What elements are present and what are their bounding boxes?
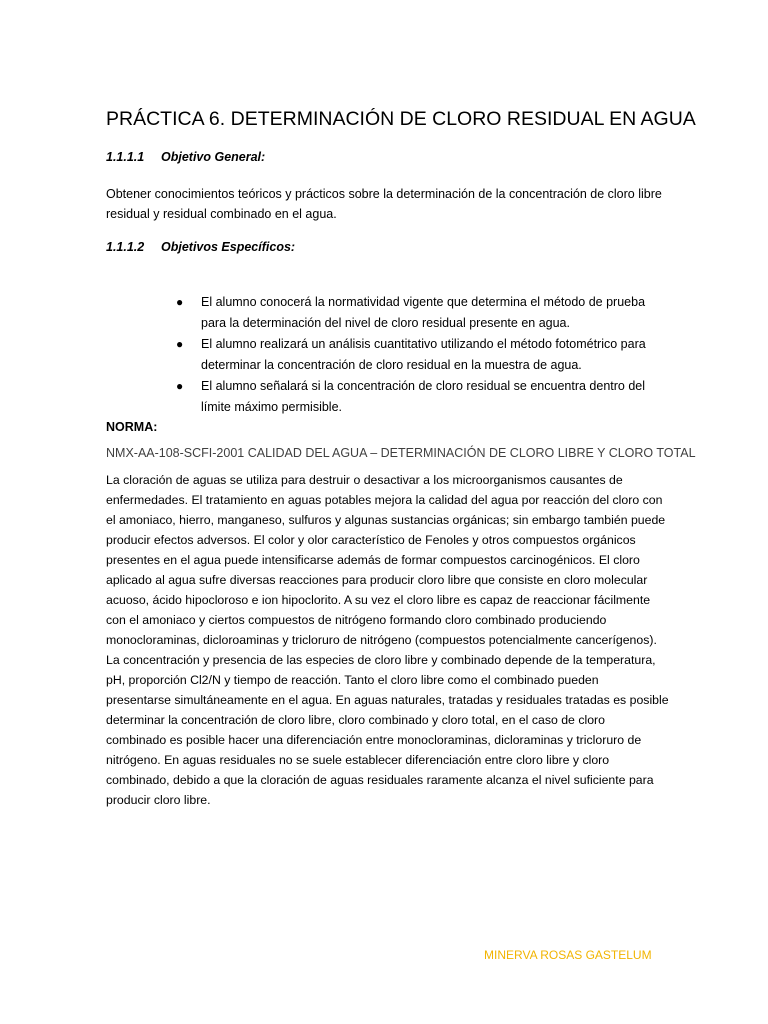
bullet-icon: ● (176, 337, 184, 351)
text-line: determinar la concentración de cloro residual en la muestra de agua. (201, 358, 582, 372)
text-line: monocloraminas, dicloroaminas y tricloruro de nitrógeno (compuestos potencialmente cancerígenos). (106, 633, 657, 647)
text-line: el amoniaco, hierro, manganeso, sulfuros y algunas sustancias orgánicas; sin embargo también puede (106, 513, 666, 527)
text-line: presentes en el agua puede intensificarse además de formar compuestos carcinogénicos. El cloro (106, 553, 640, 567)
text-line: pH, proporción Cl2/N y tiempo de reacción. Tanto el cloro libre como el combinado pueden (106, 673, 599, 687)
list-item (176, 334, 656, 376)
list-item (176, 292, 656, 334)
section-label: Objetivos Específicos: (161, 240, 296, 254)
text-line: límite máximo permisible. (201, 400, 343, 414)
page-title: PRÁCTICA 6. DETERMINACIÓN DE CLORO RESIDUAL EN AGUA (106, 108, 696, 130)
text-line: combinado, debido a que la cloración de aguas residuales raramente alcanza el nivel suficiente para (106, 773, 654, 787)
specific-objectives-list (176, 292, 656, 418)
text-line: La cloración de aguas se utiliza para destruir o desactivar a los microorganismos causantes de (106, 473, 623, 487)
text-line: El alumno realizará un análisis cuantitativo utilizando el método fotométrico para (201, 337, 646, 351)
text-line: producir efectos adversos. El color y olor característico de Fenoles y otros compuestos orgánicos (106, 533, 636, 547)
text-line: residual y residual combinado en el agua. (106, 207, 337, 221)
text-line: aplicado al agua sufre diversas reacciones para producir cloro libre que consiste en cloro molecular (106, 573, 648, 587)
footer-author: MINERVA ROSAS GASTELUM (484, 948, 652, 962)
section-number: 1.1.1.2 (106, 240, 145, 254)
list-item (176, 376, 656, 418)
general-objective-heading (106, 150, 265, 164)
specific-objectives-heading (106, 240, 295, 254)
text-line: presentarse simultáneamente en el agua. En aguas naturales, tratadas y residuales tratadas es posible (106, 693, 669, 707)
body-paragraph (106, 470, 669, 810)
text-line: Obtener conocimientos teóricos y prácticos sobre la determinación de la concentración de cloro libre (106, 187, 662, 201)
text-line: enfermedades. El tratamiento en aguas potables mejora la calidad del agua por reacción del cloro con (106, 493, 663, 507)
text-line: El alumno señalará si la concentración de cloro residual se encuentra dentro del (201, 379, 646, 393)
section-number: 1.1.1.1 (106, 150, 145, 164)
norma-label: NORMA: (106, 420, 158, 434)
section-label: Objetivo General: (161, 150, 266, 164)
text-line: combinado es posible hacer una diferenciación entre monocloraminas, dicloraminas y tricloruro de (106, 733, 642, 747)
text-line: El alumno conocerá la normatividad vigente que determina el método de prueba (201, 295, 646, 309)
text-line: para la determinación del nivel de cloro residual presente en agua. (201, 316, 570, 330)
bullet-icon: ● (176, 295, 184, 309)
text-line: nitrógeno. En aguas residuales no se suele establecer diferenciación entre cloro libre y cloro (106, 753, 610, 767)
text-line: acuoso, ácido hipocloroso e ion hipoclorito. A su vez el cloro libre es capaz de reaccionar fácilmente (106, 593, 651, 607)
norma-code: NMX-AA-108-SCFI-2001 CALIDAD DEL AGUA – DETERMINACIÓN DE CLORO LIBRE Y CLORO TOTAL (106, 446, 696, 460)
text-line: determinar la concentración de cloro libre, cloro combinado y cloro total, en el caso de cloro (106, 713, 605, 727)
bullet-icon: ● (176, 379, 184, 393)
general-objective-text (106, 184, 666, 224)
text-line: con el amoniaco y ciertos compuestos de nitrógeno formando cloro combinado produciendo (106, 613, 607, 627)
text-line: producir cloro libre. (106, 793, 211, 807)
text-line: La concentración y presencia de las especies de cloro libre y combinado depende de la temperatura, (106, 653, 656, 667)
